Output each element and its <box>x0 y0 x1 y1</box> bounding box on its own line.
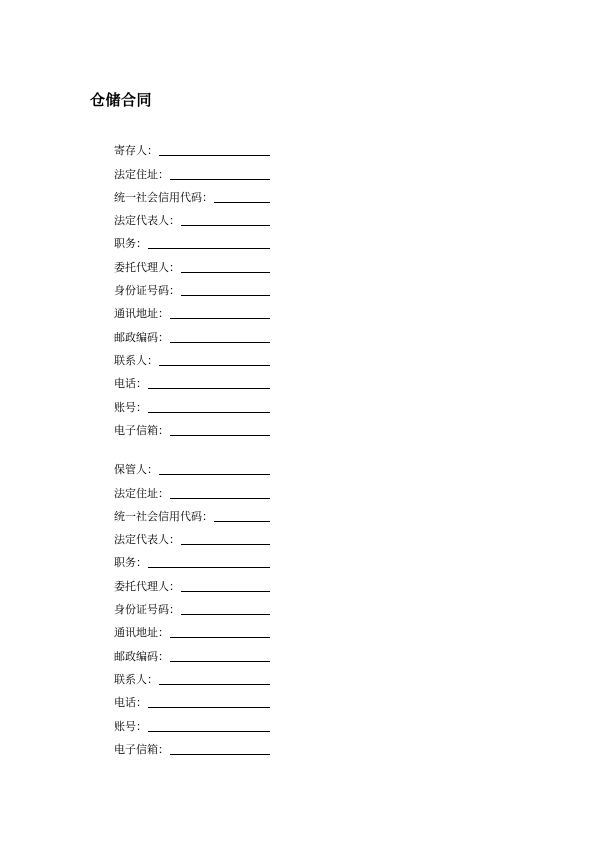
blank-fill-line[interactable] <box>170 330 270 343</box>
depositor-info-block <box>114 137 270 440</box>
form-row-phone <box>114 689 270 712</box>
field-label: 账号： <box>114 400 147 414</box>
form-row-contact <box>114 347 270 370</box>
field-label: 电话： <box>114 377 147 391</box>
form-row-legal-address <box>114 479 270 502</box>
blank-fill-line[interactable] <box>170 486 270 499</box>
form-row-account <box>114 393 270 416</box>
field-label: 保管人： <box>114 463 158 477</box>
blank-fill-line[interactable] <box>148 555 270 568</box>
form-row-agent <box>114 572 270 595</box>
form-row-mailing-address <box>114 619 270 642</box>
blank-fill-line[interactable] <box>170 423 270 436</box>
field-label: 法定住址： <box>114 167 169 181</box>
field-label: 联系人： <box>114 353 158 367</box>
form-row-legal-representative <box>114 207 270 230</box>
blank-fill-line[interactable] <box>170 306 270 319</box>
field-label: 统一社会信用代码： <box>114 190 213 204</box>
blank-fill-line[interactable] <box>181 213 270 226</box>
field-label: 寄存人： <box>114 144 158 158</box>
field-label: 委托代理人： <box>114 260 180 274</box>
blank-fill-line[interactable] <box>181 532 270 545</box>
form-row-email <box>114 417 270 440</box>
document-title: 仓储合同 <box>90 91 153 109</box>
field-label: 法定住址： <box>114 486 169 500</box>
form-row-mailing-address <box>114 300 270 323</box>
blank-fill-line[interactable] <box>159 143 270 156</box>
field-label: 职务： <box>114 556 147 570</box>
blank-fill-line[interactable] <box>148 695 270 708</box>
field-label: 身份证号码： <box>114 603 180 617</box>
blank-fill-line[interactable] <box>170 625 270 638</box>
field-label: 邮政编码： <box>114 330 169 344</box>
form-row-contact <box>114 666 270 689</box>
field-label: 电子信箱： <box>114 742 169 756</box>
blank-fill-line[interactable] <box>170 742 270 755</box>
blank-fill-line[interactable] <box>170 167 270 180</box>
blank-fill-line[interactable] <box>181 602 270 615</box>
blank-fill-line[interactable] <box>170 649 270 662</box>
field-label: 职务： <box>114 237 147 251</box>
form-row-depositor <box>114 137 270 160</box>
field-label: 电子信箱： <box>114 423 169 437</box>
field-label: 邮政编码： <box>114 649 169 663</box>
blank-fill-line[interactable] <box>214 190 270 203</box>
blank-fill-line[interactable] <box>148 719 270 732</box>
form-row-custodian <box>114 456 270 479</box>
blank-fill-line[interactable] <box>159 672 270 685</box>
form-row-id-number <box>114 277 270 300</box>
field-label: 电话： <box>114 696 147 710</box>
field-label: 身份证号码： <box>114 284 180 298</box>
custodian-info-block <box>114 456 270 759</box>
field-label: 通讯地址： <box>114 307 169 321</box>
form-row-postal-code <box>114 323 270 346</box>
blank-fill-line[interactable] <box>148 400 270 413</box>
blank-fill-line[interactable] <box>148 376 270 389</box>
form-row-account <box>114 712 270 735</box>
blank-fill-line[interactable] <box>159 462 270 475</box>
form-row-agent <box>114 253 270 276</box>
blank-fill-line[interactable] <box>148 236 270 249</box>
field-label: 法定代表人： <box>114 533 180 547</box>
field-label: 联系人： <box>114 672 158 686</box>
form-row-phone <box>114 370 270 393</box>
form-row-legal-address <box>114 160 270 183</box>
field-label: 通讯地址： <box>114 626 169 640</box>
blank-fill-line[interactable] <box>181 579 270 592</box>
form-row-email <box>114 736 270 759</box>
form-row-position <box>114 230 270 253</box>
blank-fill-line[interactable] <box>181 260 270 273</box>
form-row-id-number <box>114 596 270 619</box>
blank-fill-line[interactable] <box>159 353 270 366</box>
blank-fill-line[interactable] <box>181 283 270 296</box>
form-row-legal-representative <box>114 526 270 549</box>
field-label: 法定代表人： <box>114 214 180 228</box>
form-row-credit-code <box>114 184 270 207</box>
field-label: 委托代理人： <box>114 579 180 593</box>
blank-fill-line[interactable] <box>214 509 270 522</box>
form-row-postal-code <box>114 642 270 665</box>
form-row-credit-code <box>114 503 270 526</box>
field-label: 账号： <box>114 719 147 733</box>
field-label: 统一社会信用代码： <box>114 509 213 523</box>
form-row-position <box>114 549 270 572</box>
